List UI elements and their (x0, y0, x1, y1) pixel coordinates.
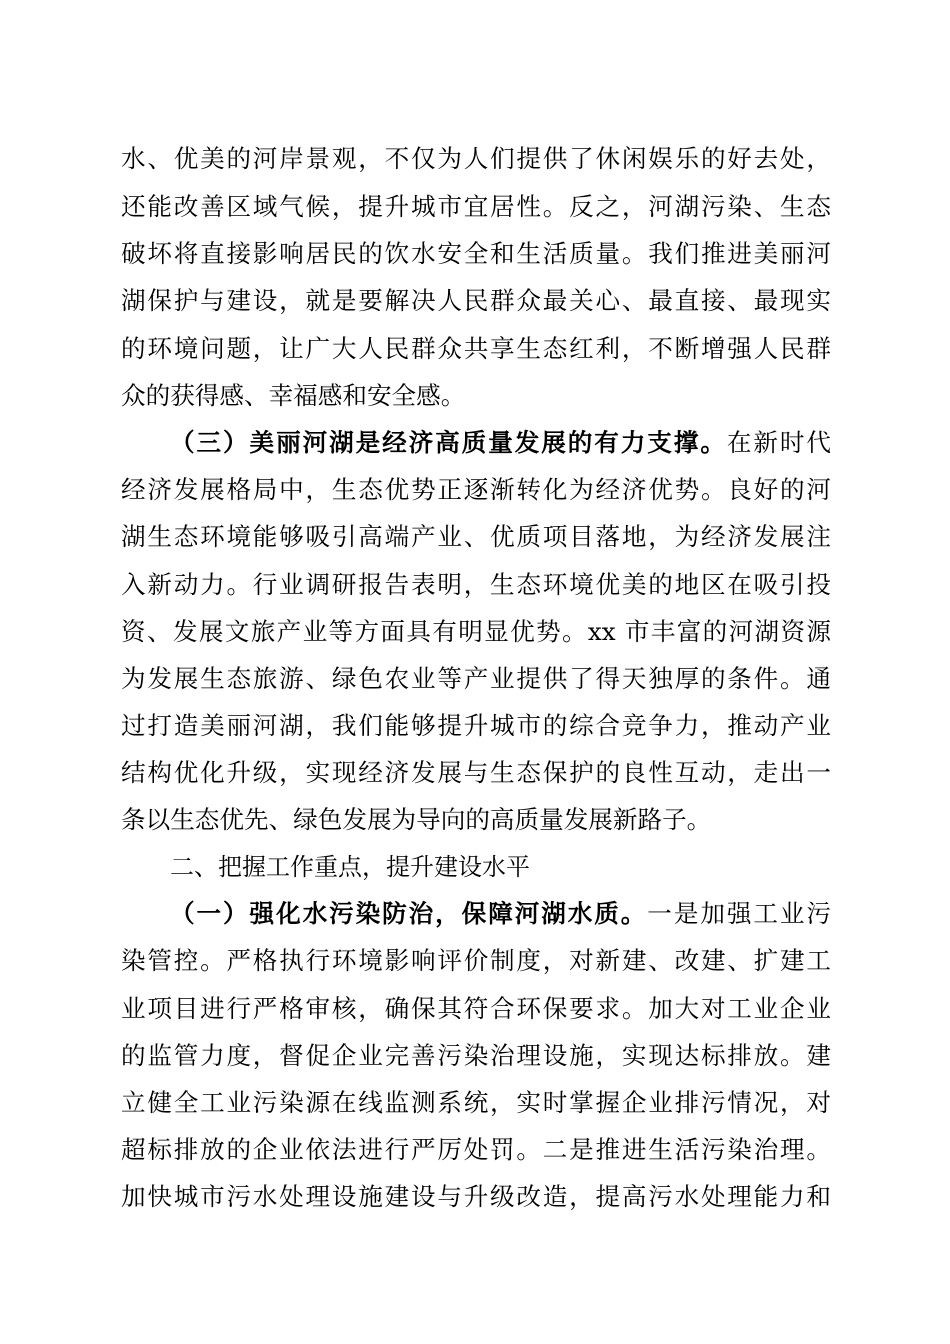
paragraph-line: 众的获得感、幸福感和安全感。 (121, 381, 466, 410)
paragraph-line: 湖生态环境能够吸引高端产业、优质项目落地，为经济发展注 (121, 522, 831, 551)
paragraph-line: 条以生态优先、绿色发展为导向的高质量发展新路子。 (121, 805, 712, 834)
paragraph-line: 还能改善区域气候，提升城市宜居性。反之，河湖污染、生态 (121, 192, 831, 221)
paragraph-lead: （三）美丽河湖是经济高质量发展的有力支撑。 (170, 428, 727, 457)
paragraph-first-line (170, 426, 831, 460)
paragraph-line: 湖保护与建设，就是要解决人民群众最关心、最直接、最现实 (121, 286, 831, 315)
paragraph-line: 加快城市污水处理设施建设与升级改造，提高污水处理能力和 (121, 1182, 831, 1211)
paragraph-line: 染管控。严格执行环境影响评价制度，对新建、改建、扩建工 (121, 946, 831, 975)
paragraph-line: 的监管力度，督促企业完善污染治理设施，实现达标排放。建 (121, 1041, 831, 1070)
section-heading: 二、把握工作重点，提升建设水平 (170, 853, 530, 881)
paragraph-line: 过打造美丽河湖，我们能够提升城市的综合竞争力，推动产业 (121, 711, 831, 740)
paragraph-first-line-rest: 一是加强工业污 (647, 899, 831, 928)
paragraph-lead: （一）强化水污染防治，保障河湖水质。 (170, 899, 648, 928)
paragraph-line: 入新动力。行业调研报告表明，生态环境优美的地区在吸引投 (121, 570, 831, 599)
paragraph-line: 立健全工业污染源在线监测系统，实时掌握企业排污情况，对 (121, 1088, 831, 1117)
paragraph-first-line-rest: 在新时代 (726, 428, 831, 457)
paragraph-line: 资、发展文旅产业等方面具有明显优势。xx 市丰富的河湖资源 (121, 617, 831, 646)
paragraph-line: 业项目进行严格审核，确保其符合环保要求。加大对工业企业 (121, 994, 831, 1023)
paragraph-line: 破坏将直接影响居民的饮水安全和生活质量。我们推进美丽河 (121, 239, 831, 268)
paragraph-line: 水、优美的河岸景观，不仅为人们提供了休闲娱乐的好去处， (121, 144, 831, 173)
paragraph-line: 的环境问题，让广大人民群众共享生态红利，不断增强人民群 (121, 334, 831, 363)
paragraph-line: 经济发展格局中，生态优势正逐渐转化为经济优势。良好的河 (121, 475, 831, 504)
paragraph-line: 为发展生态旅游、绿色农业等产业提供了得天独厚的条件。通 (121, 664, 831, 693)
paragraph-line: 超标排放的企业依法进行严厉处罚。二是推进生活污染治理。 (121, 1135, 831, 1164)
paragraph-line: 结构优化升级，实现经济发展与生态保护的良性互动，走出一 (121, 758, 831, 787)
paragraph-first-line (170, 897, 831, 931)
